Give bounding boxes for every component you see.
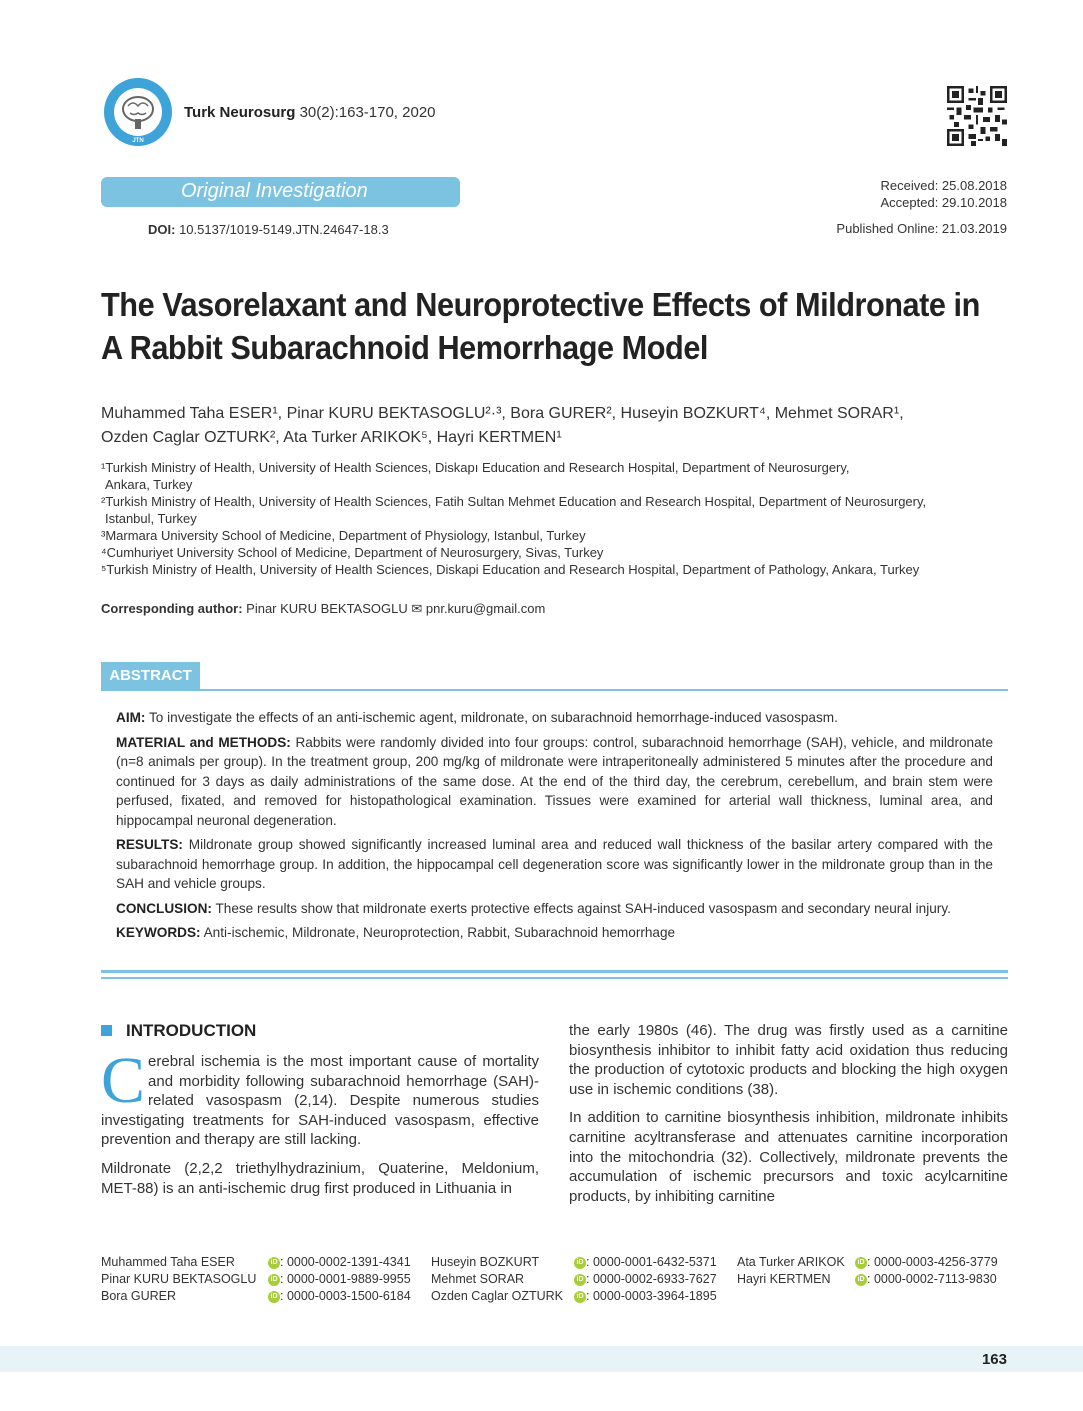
- corresponding-name: Pinar KURU BEKTASOGLU: [242, 601, 412, 616]
- journal-name: Turk Neurosurg: [184, 104, 296, 121]
- corresponding-email[interactable]: pnr.kuru@gmail.com: [422, 601, 546, 616]
- corresponding-author: [101, 601, 545, 617]
- drop-cap: C: [101, 1044, 146, 1117]
- orcid-id: : 0000-0002-6933-7627: [586, 1272, 717, 1286]
- orcid-icon: iD: [574, 1291, 586, 1303]
- orcid-entry[interactable]: [268, 1289, 411, 1303]
- abstract-bottom-rule: [101, 970, 1008, 973]
- methods-text: Rabbits were randomly divided into four groups: control, subarachnoid hemorrhage (SAH), vehicle, and mildronate (n=8 animals per group). In the treatment group, 200 mg/kg of mildronate were intraperitoneally administered 5 minutes after the procedure and continued for 3 days as daily administrations of the same dose. At the end of the third day, the cerebrum, cerebellum, and brain stem were perfused, fixated, and removed for histopathological examination. Tissues were examined for arterial wall thickness, luminal area, and hippocampal neuronal degeneration.: [116, 734, 994, 828]
- affiliation-2: ²Turkish Ministry of Health, University of Health Sciences, Fatih Sultan Mehmet Education and Research Hospital, Department of Neurosurgery,: [101, 494, 927, 509]
- orcid-icon: iD: [574, 1274, 586, 1286]
- article-type: Original Investigation: [181, 180, 368, 202]
- intro-paragraph-1: [101, 1044, 539, 1150]
- affiliation-2-city: Istanbul, Turkey: [105, 511, 197, 526]
- intro-paragraph-3: the early 1980s (46). The drug was firstly used as a carnitine biosynthesis inhibitor to inhibit fatty acid oxidation thus reducing the production of cytotoxic products and blocking the high oxygen use in ischemic conditions (38).: [569, 1022, 1008, 1098]
- received-date: Received: 25.08.2018: [880, 178, 1007, 193]
- orcid-entry[interactable]: [268, 1272, 411, 1286]
- authors-line-1: Muhammed Taha ESER¹, Pinar KURU BEKTASOGLU²·³, Bora GURER², Huseyin BOZKURT⁴, Mehmet SORAR¹,: [101, 405, 904, 422]
- journal-citation: [184, 104, 436, 121]
- abstract-top-rule: [101, 689, 1008, 691]
- title-line-2: A Rabbit Subarachnoid Hemorrhage Model: [101, 329, 708, 366]
- methods-label: MATERIAL and METHODS:: [116, 734, 291, 750]
- orcid-name: Ata Turker ARIKOK: [737, 1255, 845, 1269]
- introduction-heading: INTRODUCTION: [126, 1021, 257, 1040]
- abstract-aim: [116, 708, 993, 728]
- journal-logo: [102, 76, 174, 148]
- logo-abbr: JTN: [132, 138, 144, 144]
- abstract-bottom-rule-2: [101, 977, 1008, 979]
- affiliation-3: ³Marmara University School of Medicine, Department of Physiology, Istanbul, Turkey: [101, 528, 586, 543]
- orcid-icon: iD: [574, 1257, 586, 1269]
- orcid-icon: iD: [855, 1274, 867, 1286]
- qr-code-icon: [947, 86, 1007, 146]
- orcid-id: : 0000-0003-3964-1895: [586, 1289, 717, 1303]
- section-marker-icon: [101, 1025, 112, 1036]
- abstract-keywords: [116, 923, 993, 943]
- results-label: RESULTS:: [116, 837, 183, 852]
- doi-value[interactable]: 10.5137/1019-5149.JTN.24647-18.3: [175, 222, 389, 237]
- keywords-text: Anti-ischemic, Mildronate, Neuroprotection, Rabbit, Subarachnoid hemorrhage: [200, 925, 676, 940]
- orcid-id: : 0000-0003-1500-6184: [280, 1289, 411, 1303]
- orcid-name: Pinar KURU BEKTASOGLU: [101, 1272, 257, 1286]
- aim-text: To investigate the effects of an anti-ischemic agent, mildronate, on subarachnoid hemorrhage-induced vasospasm.: [145, 710, 838, 725]
- keywords-label: KEYWORDS:: [116, 925, 201, 940]
- orcid-name: Mehmet SORAR: [431, 1272, 525, 1286]
- orcid-entry[interactable]: [574, 1272, 717, 1286]
- orcid-name: Bora GURER: [101, 1289, 177, 1303]
- journal-volume: 30(2):163-170, 2020: [295, 104, 436, 121]
- doi: [148, 222, 389, 237]
- article-title: [101, 283, 980, 369]
- orcid-entry[interactable]: [574, 1255, 717, 1269]
- body-column-left: [101, 1044, 539, 1207]
- intro-p1-text: erebral ischemia is the most important cause of mortality and morbidity following subarachnoid hemorrhage (SAH)-related vasospasm (2,14). Despite numerous studies investigating treatments for SAH-induced vasospasm, effective prevention and therapy are still lacking.: [101, 1053, 539, 1149]
- affiliation-1: ¹Turkish Ministry of Health, University of Health Sciences, Diskapı Education and Research Hospital, Department of Neurosurgery,: [101, 460, 850, 475]
- orcid-id: : 0000-0003-4256-3779: [867, 1255, 998, 1269]
- affiliation-4: ⁴Cumhuriyet University School of Medicine, Department of Neurosurgery, Sivas, Turkey: [101, 545, 604, 560]
- footer-band: [0, 1346, 1083, 1372]
- orcid-id: : 0000-0002-1391-4341: [280, 1255, 411, 1269]
- orcid-name: Hayri KERTMEN: [737, 1272, 831, 1286]
- abstract-body: [116, 708, 993, 948]
- corresponding-label: Corresponding author:: [101, 601, 243, 616]
- results-text: Mildronate group showed significantly increased luminal area and reduced wall thickness of the basilar artery compared with the subarachnoid hemorrhage group. In addition, the hippocampal cell degeneration score was significantly lower in the mildronate group than in the SAH and vehicle groups.: [116, 837, 993, 891]
- author-list: [101, 402, 1011, 450]
- orcid-name: Huseyin BOZKURT: [431, 1255, 540, 1269]
- envelope-icon: ✉: [411, 601, 423, 616]
- title-line-1: The Vasorelaxant and Neuroprotective Effects of Mildronate in: [101, 286, 980, 323]
- intro-paragraph-2: Mildronate (2,2,2 triethylhydrazinium, Quaterine, Meldonium, MET-88) is an anti-ischemic drug first produced in Lithuania in: [101, 1159, 539, 1197]
- conclusion-text: These results show that mildronate exerts protective effects against SAH-induced vasospasm and secondary neural injury.: [211, 900, 951, 916]
- orcid-id: : 0000-0001-9889-9955: [280, 1272, 411, 1286]
- affiliation-5: ⁵Turkish Ministry of Health, University of Health Sciences, Diskapi Education and Research Hospital, Department of Pathology, Ankara, Turkey: [101, 562, 920, 577]
- orcid-id: : 0000-0002-7113-9830: [867, 1272, 997, 1286]
- abstract-results: [116, 835, 993, 894]
- affiliation-1-city: Ankara, Turkey: [105, 477, 193, 492]
- doi-label: DOI:: [148, 222, 176, 237]
- affiliations: [101, 459, 1016, 578]
- page-number: 163: [981, 1351, 1007, 1368]
- article-dates: [881, 177, 1008, 211]
- orcid-name: Ozden Caglar OZTURK: [431, 1289, 563, 1303]
- orcid-id: : 0000-0001-6432-5371: [586, 1255, 717, 1269]
- abstract-methods: [116, 733, 993, 831]
- orcid-icon: iD: [268, 1291, 280, 1303]
- authors-line-2: Ozden Caglar OZTURK², Ata Turker ARIKOK⁵, Hayri KERTMEN¹: [101, 429, 562, 446]
- orcid-entry[interactable]: [855, 1272, 997, 1286]
- accepted-date: Accepted: 29.10.2018: [880, 195, 1007, 210]
- abstract-heading: ABSTRACT: [101, 662, 200, 689]
- orcid-entry[interactable]: [855, 1255, 998, 1269]
- aim-label: AIM:: [116, 710, 146, 725]
- orcid-entry[interactable]: [268, 1255, 411, 1269]
- body-column-right: [569, 1021, 1008, 1215]
- orcid-entry[interactable]: [574, 1289, 717, 1303]
- published-date: Published Online: 21.03.2019: [836, 221, 1007, 236]
- orcid-name: Muhammed Taha ESER: [101, 1255, 235, 1269]
- conclusion-label: CONCLUSION:: [116, 900, 212, 916]
- orcid-icon: iD: [855, 1257, 867, 1269]
- orcid-icon: iD: [268, 1274, 280, 1286]
- abstract-conclusion: [116, 899, 993, 919]
- orcid-icon: iD: [268, 1257, 280, 1269]
- intro-paragraph-4: In addition to carnitine biosynthesis inhibition, mildronate inhibits carnitine acyltransferase and attenuates carnitine incorporation into the mitochondria (32). Collectively, mildronate prevents the accumulation of ischemic precursors and toxic acylcarnitine products, by inhibiting carnitine: [569, 1109, 1008, 1205]
